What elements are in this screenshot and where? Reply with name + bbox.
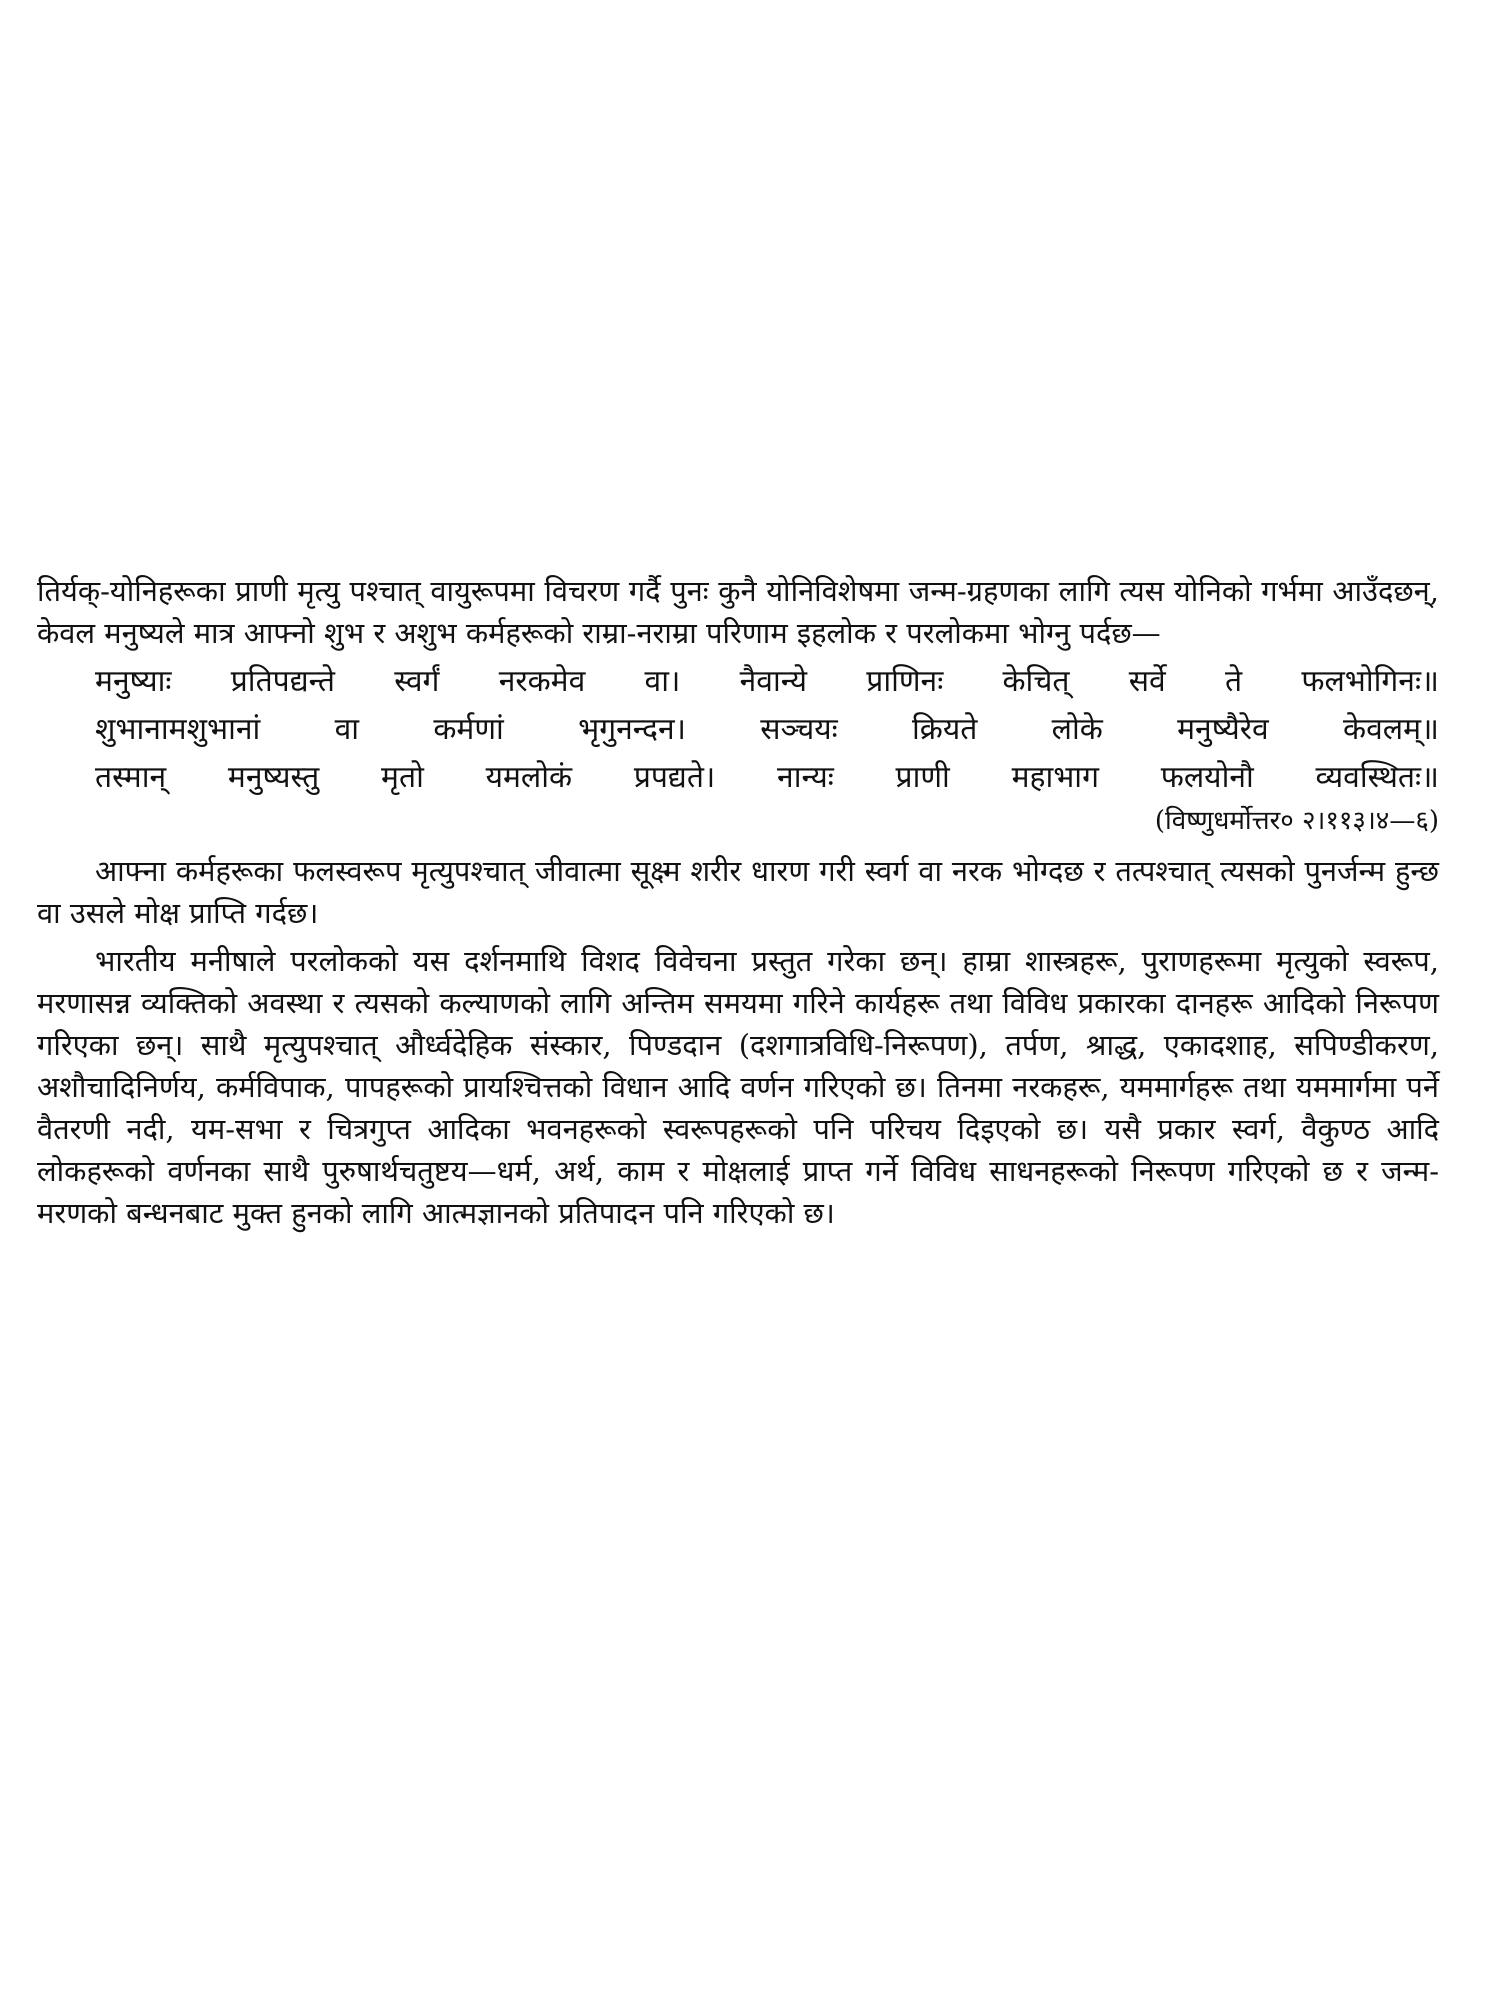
paragraph-indian-thought: भारतीय मनीषाले परलोकको यस दर्शनमाथि विशद विवेचना प्रस्तुत गरेका छन्। हाम्रा शास्त्रहरू, पुराणहरूमा मृत्युको स्वरूप, मरणासन्न व्यक्तिको अवस्था र त्यसको कल्याणको लागि अन्तिम समयमा गरिने कार्यहरू तथा विविध प्रकारका दानहरू आदिको निरूपण गरिएका छन्। साथै मृत्युपश्चात् और्ध्वदेहिक संस्कार, पिण्डदान (दशगात्रविधि-निरूपण), तर्पण, श्राद्ध, एकादशाह, सपिण्डीकरण, अशौचादिनिर्णय, कर्मविपाक, पापहरूको प्रायश्चित्तको विधान आदि वर्णन गरिएको छ। तिनमा नरकहरू, यममार्गहरू तथा यममार्गमा पर्ने वैतरणी नदी, यम-सभा र चित्रगुप्त आदिका भवनहरूको स्वरूपहरूको पनि परिचय दिइएको छ। यसै प्रकार स्वर्ग, वैकुण्ठ आदि लोकहरूको वर्णनका साथै पुरुषार्थचतुष्टय—धर्म, अर्थ, काम र मोक्षलाई प्राप्त गर्ने विविध साधनहरूको निरूपण गरिएको छ र जन्म-मरणको बन्धनबाट मुक्त हुनको लागि आत्मज्ञानको प्रतिपादन पनि गरिएको छ।: [37, 944, 1439, 1230]
verse-line-2: शुभानामशुभानां वा कर्मणां भृगुनन्दन। सञ्चयः क्रियते लोके मनुष्यैरेव केवलम्॥: [95, 712, 1439, 747]
sanskrit-verse-block: [95, 658, 1439, 802]
verse-line-3: तस्मान् मनुष्यस्तु मृतो यमलोकं प्रपद्यते। नान्यः प्राणी महाभाग फलयोनौ व्यवस्थितः॥: [95, 760, 1439, 795]
paragraph-karma-fruits: आफ्ना कर्महरूका फलस्वरूप मृत्युपश्चात् जीवात्मा सूक्ष्म शरीर धारण गरी स्वर्ग वा नरक भोग्दछ र तत्पश्चात् त्यसको पुनर्जन्म हुन्छ वा उसले मोक्ष प्राप्ति गर्दछ।: [37, 854, 1439, 930]
verse-citation: (विष्णुधर्मोत्तर० २।११३।४—६): [1154, 806, 1439, 836]
intro-paragraph: तिर्यक्-योनिहरूका प्राणी मृत्यु पश्चात् वायुरूपमा विचरण गर्दै पुनः कुनै योनिविशेषमा जन्म-ग्रहणका लागि त्यस योनिको गर्भमा आउँदछन्, केवल मनुष्यले मात्र आफ्नो शुभ र अशुभ कर्महरूको राम्रा-नराम्रा परिणाम इहलोक र परलोकमा भोग्नु पर्दछ—: [37, 574, 1439, 650]
verse-line-1: मनुष्याः प्रतिपद्यन्ते स्वर्गं नरकमेव वा। नैवान्ये प्राणिनः केचित् सर्वे ते फलभोगिनः॥: [95, 664, 1439, 699]
document-body: [37, 570, 1439, 1234]
